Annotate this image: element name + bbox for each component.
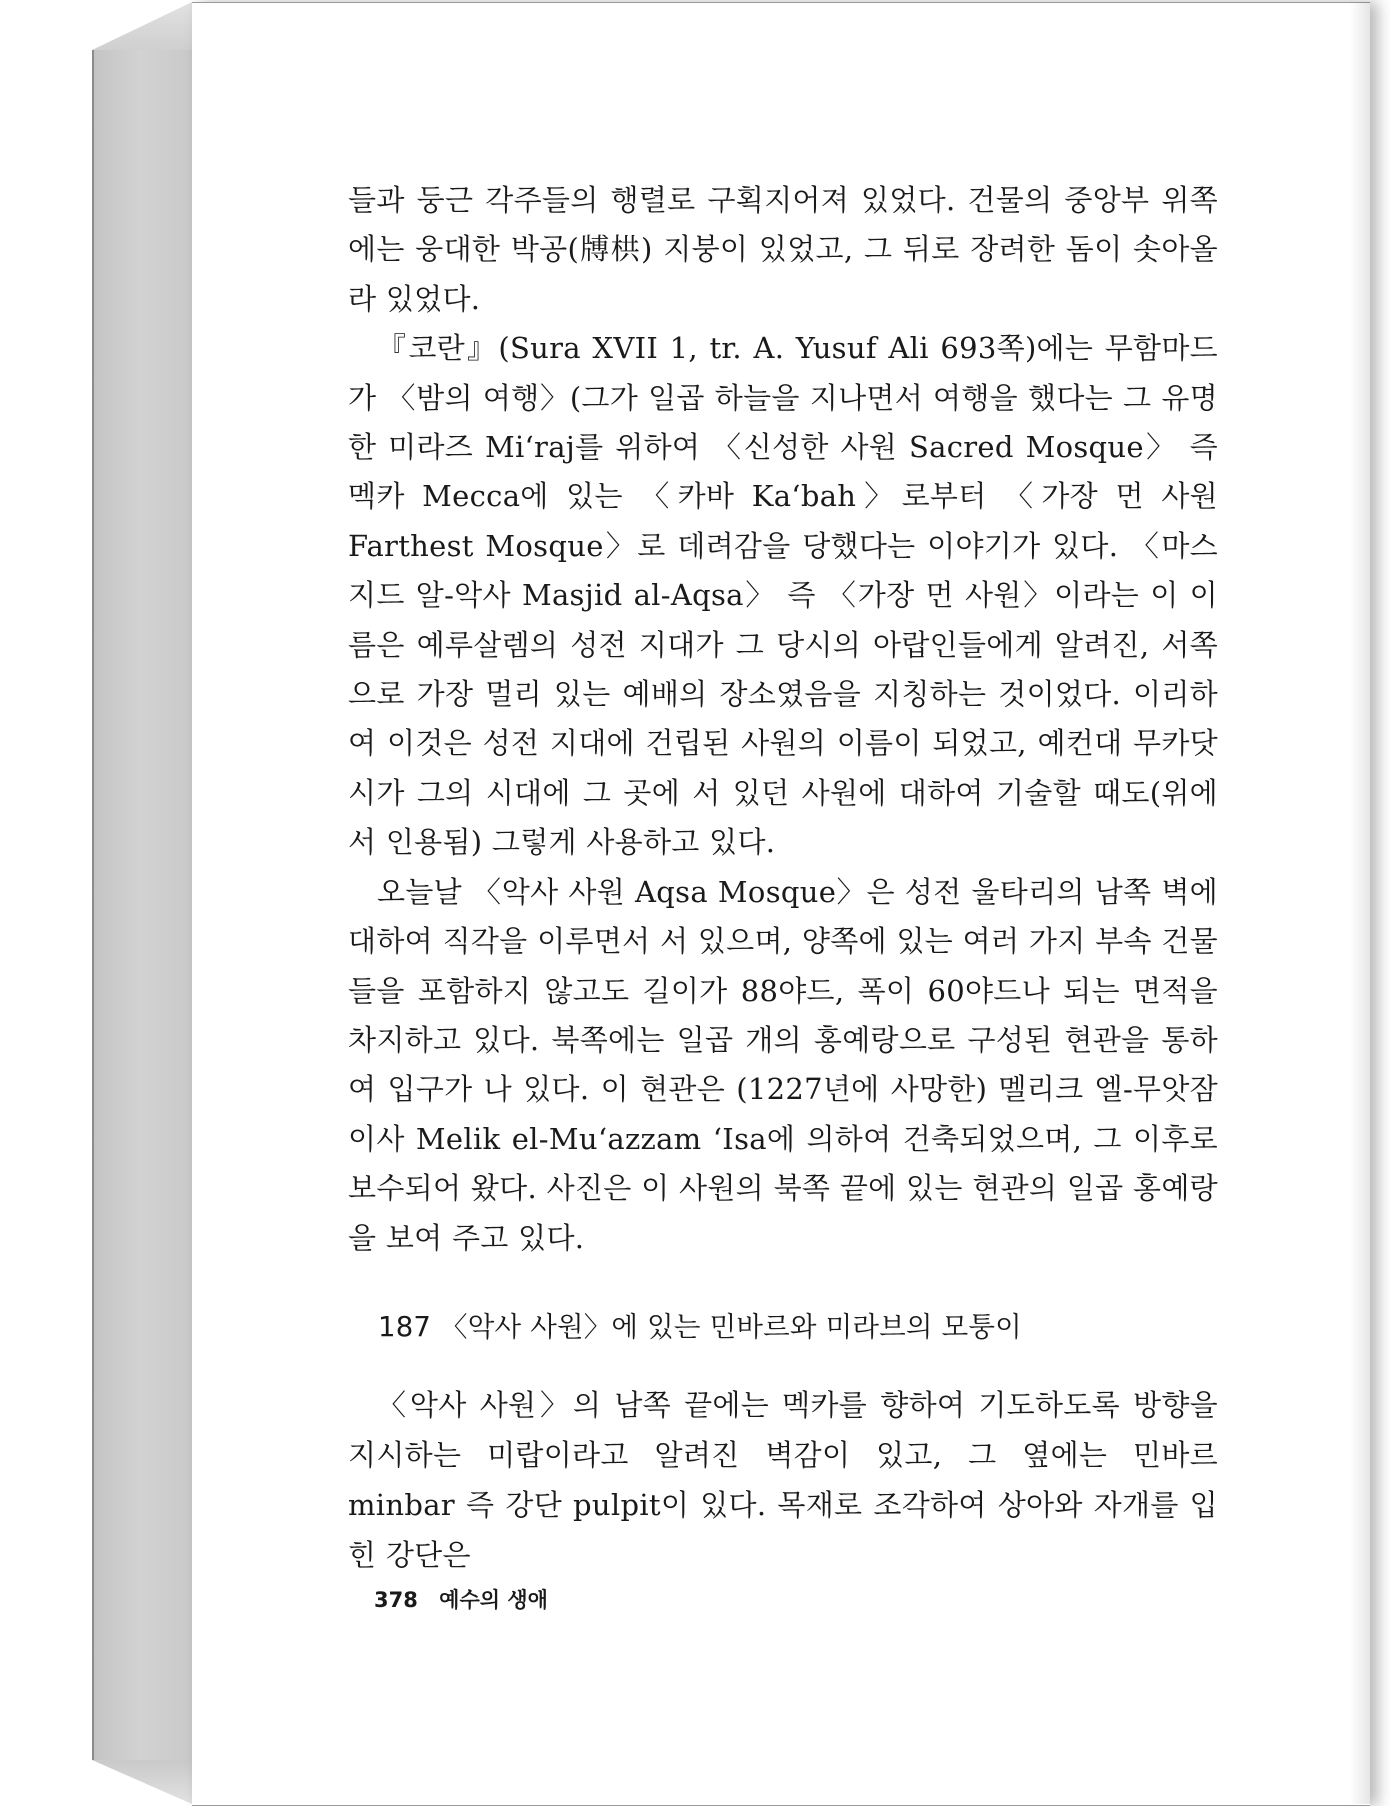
book-spine-bottom bbox=[92, 1760, 192, 1804]
paragraph-3: 오늘날 〈악사 사원 Aqsa Mosque〉은 성전 울타리의 남쪽 벽에 대하여 직각을 이루면서 서 있으며, 양쪽에 있는 여러 가지 부속 건물들을 포함하지 않고도 길이가 88야드, 폭이 60야드나 되는 면적을 차지하고 있다. 북쪽에는 일곱 개의 홍예랑으로 구성된 현관을 통하여 입구가 나 있다. 이 현관은 (1227년에 사망한) 멜리크 엘-무앗잠 이사 Melik el-Mu‘azzam ‘Isa에 의하여 건축되었으며, 그 이후로 보수되어 왔다. 사진은 이 사원의 북쪽 끝에 있는 현관의 일곱 홍예랑을 보여 주고 있다. bbox=[348, 874, 1218, 1255]
paragraph-2: 『코란』(Sura XVII 1, tr. A. Yusuf Ali 693쪽)에는 무함마드가 〈밤의 여행〉(그가 일곱 하늘을 지나면서 여행을 했다는 그 유명한 미라즈 Mi‘raj를 위하여 〈신성한 사원 Sacred Mosque〉 즉 멕카 Mecca에 있는 〈카바 Ka‘bah〉로부터 〈가장 먼 사원 Farthest Mosque〉로 데려감을 당했다는 이야기가 있다. 〈마스지드 알-악사 Masjid al-Aqsa〉 즉 〈가장 먼 사원〉이라는 이 이름은 예루살렘의 성전 지대가 그 당시의 아랍인들에게 알려진, 서쪽으로 가장 멀리 있는 예배의 장소였음을 지칭하는 것이었다. 이리하여 이것은 성전 지대에 건립된 사원의 이름이 되었고, 예컨대 무카닷시가 그의 시대에 그 곳에 서 있던 사원에 대하여 기술할 때도(위에서 인용됨) 그렇게 사용하고 있다. bbox=[348, 331, 1218, 860]
book-spine-top bbox=[92, 2, 192, 50]
running-title: 예수의 생애 bbox=[439, 1588, 548, 1612]
book-spine bbox=[92, 50, 194, 1760]
body-text-continued bbox=[348, 1380, 1218, 1580]
paragraph-4: 〈악사 사원〉의 남쪽 끝에는 멕카를 향하여 기도하도록 방향을 지시하는 미랍이라고 알려진 벽감이 있고, 그 옆에는 민바르 minbar 즉 강단 pulpit이 있다. 목재로 조각하여 상아와 자개를 입힌 강단은 bbox=[348, 1388, 1218, 1572]
body-text bbox=[348, 176, 1218, 1263]
paragraph-1: 들과 둥근 각주들의 행렬로 구획지어져 있었다. 건물의 중앙부 위쪽에는 웅대한 박공(牔栱) 지붕이 있었고, 그 뒤로 장려한 돔이 솟아올라 있었다. bbox=[348, 183, 1218, 316]
page-footer bbox=[374, 1584, 548, 1614]
page-number: 378 bbox=[374, 1588, 418, 1612]
page-edge-shadow bbox=[1350, 2, 1370, 1804]
figure-caption: 187 〈악사 사원〉에 있는 민바르와 미라브의 모퉁이 bbox=[378, 1311, 1022, 1343]
